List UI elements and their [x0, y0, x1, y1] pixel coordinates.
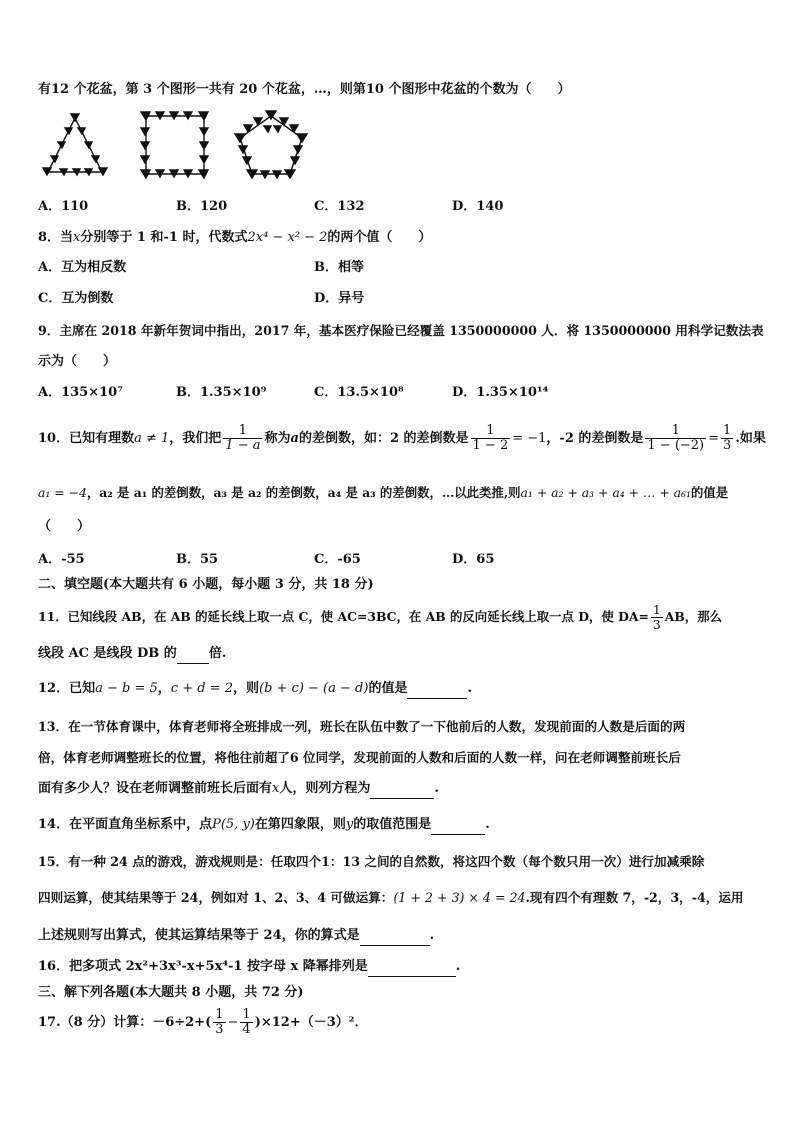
q17-frac1-num: 1: [215, 1007, 224, 1022]
q13-line3: [38, 780, 439, 799]
q8-option-c[interactable]: C．互为倒数: [38, 291, 114, 306]
q15-text-4: .: [429, 928, 435, 943]
q15-line2: [38, 889, 744, 907]
q14-var-y: y: [345, 817, 354, 832]
q10-ex2-equals: =: [708, 431, 720, 446]
q8-var-x: x: [73, 230, 81, 245]
q13-var-x: x: [272, 781, 280, 796]
q10-line2: [38, 484, 728, 502]
q10-line1: [38, 424, 766, 454]
q12-line: [38, 680, 472, 699]
q10-sum-expression: a₁ + a₂ + a₃ + a₄ + … + a₆₁: [520, 485, 691, 500]
q15-example-expression: (1 + 2 + 3) × 4 = 24: [393, 890, 526, 905]
q13-line2: 倍，体育老师调整班长的位置，将他往前超了6 位同学，发现前面的人数和后面的人数一样，问在老师调整前班长后: [38, 750, 681, 765]
q11-line1: [38, 602, 722, 632]
q13-text-2: 人，则列方程为: [279, 781, 371, 796]
q11-answer-blank[interactable]: [177, 645, 209, 664]
q12-text-2: ，: [157, 681, 171, 696]
q10-ex1-value: = −1: [512, 431, 547, 446]
q15-line1: 15．有一种 24 点的游戏，游戏规则是：任取四个1：13 之间的自然数，将这四个数（每个数只用一次）进行加减乘除: [38, 854, 705, 869]
q17-text-2: )×12+（－3）²．: [254, 1015, 368, 1030]
q11-text-2: AB，那么: [664, 609, 722, 624]
q17-text-1: 17.（8 分）计算：－6÷2+(: [38, 1015, 212, 1030]
q12-text-5: .: [467, 681, 472, 696]
q9-option-d[interactable]: D．1.35×10¹⁴: [452, 385, 549, 400]
q14-text-4: .: [485, 817, 490, 832]
q10-option-d[interactable]: D．65: [452, 552, 495, 567]
q10-frac-num: 1: [223, 424, 262, 439]
q10-ex2-num: 1: [645, 424, 706, 439]
q8-text-a: 8．当: [38, 230, 74, 245]
q8-options-row1: [38, 259, 758, 277]
q10-fraction-ex2: [645, 424, 706, 453]
q10-text-6: .如果: [735, 431, 766, 446]
q12-answer-blank[interactable]: [407, 680, 467, 699]
q8-option-d[interactable]: D．异号: [314, 291, 365, 306]
q8-options-row2: [38, 290, 758, 308]
q9-option-a[interactable]: A．135×10⁷: [38, 385, 123, 400]
q16-line: [38, 958, 460, 977]
q12-equation-1: a − b = 5: [95, 681, 158, 696]
q16-text-2: .: [455, 959, 461, 974]
section-3-heading: 三、解下列各题(本大题共 8 小题，共 72 分): [38, 985, 304, 1000]
q9-options: [38, 384, 758, 402]
q17-fraction-1: [213, 1008, 225, 1037]
q14-answer-blank[interactable]: [431, 816, 485, 835]
q10-a1: a₁ = −4: [38, 485, 87, 500]
q16-text-1: 16．把多项式 2x²+3x³-x+5x⁴-1 按字母 x 降幂排列是: [38, 959, 368, 974]
q10-ex2-den: 1 − (−2): [647, 438, 705, 453]
q14-line: [38, 816, 490, 835]
q8-expression: 2x⁴ − x² − 2: [247, 230, 328, 245]
q9-line1: 9．主席在 2018 年新年贺词中指出，2017 年，基本医疗保险已经覆盖 1350000000 人．将 1350000000 用科学记数法表: [38, 323, 764, 338]
q17-minus: −: [227, 1015, 239, 1030]
q17-frac2-num: 1: [242, 1007, 251, 1022]
q10-ex2-value-num: 1: [723, 423, 732, 438]
q10-text-8: 的值是: [690, 485, 729, 500]
q12-text-3: ，则: [232, 681, 259, 696]
q10-option-c[interactable]: C．-65: [314, 552, 361, 567]
q10-option-b[interactable]: B．55: [176, 552, 219, 567]
q11-text-3: 线段 AC 是线段 DB 的: [38, 646, 177, 661]
q10-ex1-num: 1: [471, 424, 511, 439]
q12-equation-2: c + d = 2: [170, 681, 233, 696]
q12-text-1: 12．已知: [38, 681, 96, 696]
q11-text-1: 11．已知线段 AB，在 AB 的延长线上取一点 C，使 AC=3BC，在 AB 的反向延长线上取一点 D，使 DA=: [38, 609, 649, 624]
q7-stem: 有12 个花盆，第 3 个图形一共有 20 个花盆，…，则第10 个图形中花盆的个数为（ ）: [38, 82, 571, 97]
q11-text-4: 倍.: [208, 646, 227, 661]
q15-answer-blank[interactable]: [360, 927, 430, 946]
q17-frac1-den: 3: [215, 1022, 224, 1037]
q9-option-b[interactable]: B．1.35×10⁹: [176, 385, 267, 400]
q9-option-c[interactable]: C．13.5×10⁸: [314, 385, 404, 400]
q15-line3: [38, 927, 434, 946]
q10-text-5: ，-2 的差倒数是: [546, 431, 644, 446]
q15-text-3: 上述规则写出算式，使其运算结果等于 24，你的算式是: [38, 928, 360, 943]
q14-text-1: 14．在平面直角坐标系中，点: [38, 817, 213, 832]
q17-fraction-2: [240, 1008, 252, 1037]
q11-frac-den: 3: [652, 617, 661, 632]
flowerpot-figures: [40, 104, 310, 188]
q10-text-7: ，a₂ 是 a₁ 的差倒数，a₃ 是 a₂ 的差倒数，a₄ 是 a₃ 的差倒数，…以此类推,则: [86, 485, 521, 500]
q7-option-d[interactable]: D．140: [452, 199, 504, 214]
q10-options: [38, 551, 758, 569]
q12-text-4: 的值是: [368, 681, 408, 696]
q10-frac-den: 1 − a: [225, 438, 261, 453]
q13-line1: 13．在一节体育课中，体育老师将全班排成一列，班长在队伍中数了一下他前后的人数，发现前面的人数是后面的两: [38, 719, 686, 734]
q14-text-3: 的取值范围是: [353, 817, 432, 832]
q10-fraction-ex2-value: [721, 424, 733, 453]
q17-frac2-den: 4: [242, 1022, 251, 1037]
q15-text-1: 四则运算，使其结果等于 24，例如对 1、2、3、4 可做运算：: [38, 890, 394, 905]
q17-line: [38, 1006, 367, 1040]
q11-line2: [38, 645, 226, 664]
q14-text-2: 在第四象限，则: [254, 817, 346, 832]
q10-text-1: 10．已知有理数: [38, 431, 135, 446]
q10-text-4: 的差倒数，如：2 的差倒数是: [298, 431, 469, 446]
q11-fraction: [651, 603, 663, 632]
q8-stem: [38, 229, 431, 247]
q11-frac-num: 1: [652, 602, 661, 617]
q7-options: [38, 198, 758, 216]
q9-line2: 示为（ ）: [38, 354, 117, 369]
q13-answer-blank[interactable]: [370, 780, 434, 799]
q13-text-1: 面有多少人？设在老师调整前班长后面有: [38, 781, 273, 796]
q8-text-c: 的两个值（ ）: [327, 230, 432, 245]
q10-ex1-den: 1 − 2: [472, 438, 509, 453]
q10-line3: （ ）: [38, 519, 91, 534]
q10-text-3: 称为: [264, 431, 291, 446]
q14-point: P(5, y): [212, 817, 255, 832]
q10-var-a: a: [290, 431, 299, 446]
q7-option-b[interactable]: B．120: [176, 199, 228, 214]
q13-text-3: .: [434, 781, 439, 796]
q16-answer-blank[interactable]: [368, 958, 456, 977]
q8-text-b: 分别等于 1 和-1 时，代数式: [80, 230, 248, 245]
q10-ex2-value-den: 3: [723, 438, 732, 453]
q10-option-a[interactable]: A．-55: [38, 552, 85, 567]
q7-option-c[interactable]: C．132: [314, 199, 365, 214]
q10-fraction-ex1: [471, 424, 511, 453]
q15-text-2: .现有四个有理数 7，-2，3，-4，运用: [525, 890, 744, 905]
q7-option-a[interactable]: A．110: [38, 199, 89, 214]
q10-text-2: ，我们把: [169, 431, 222, 446]
q10-fraction-def: [223, 424, 262, 453]
q8-option-b[interactable]: B．相等: [314, 260, 364, 275]
q8-option-a[interactable]: A．互为相反数: [38, 260, 127, 275]
section-2-heading: 二、填空题(本大题共有 6 小题，每小题 3 分，共 18 分): [38, 577, 374, 592]
q10-condition: a ≠ 1: [134, 431, 170, 446]
q12-expression: (b + c) − (a − d): [259, 681, 369, 696]
